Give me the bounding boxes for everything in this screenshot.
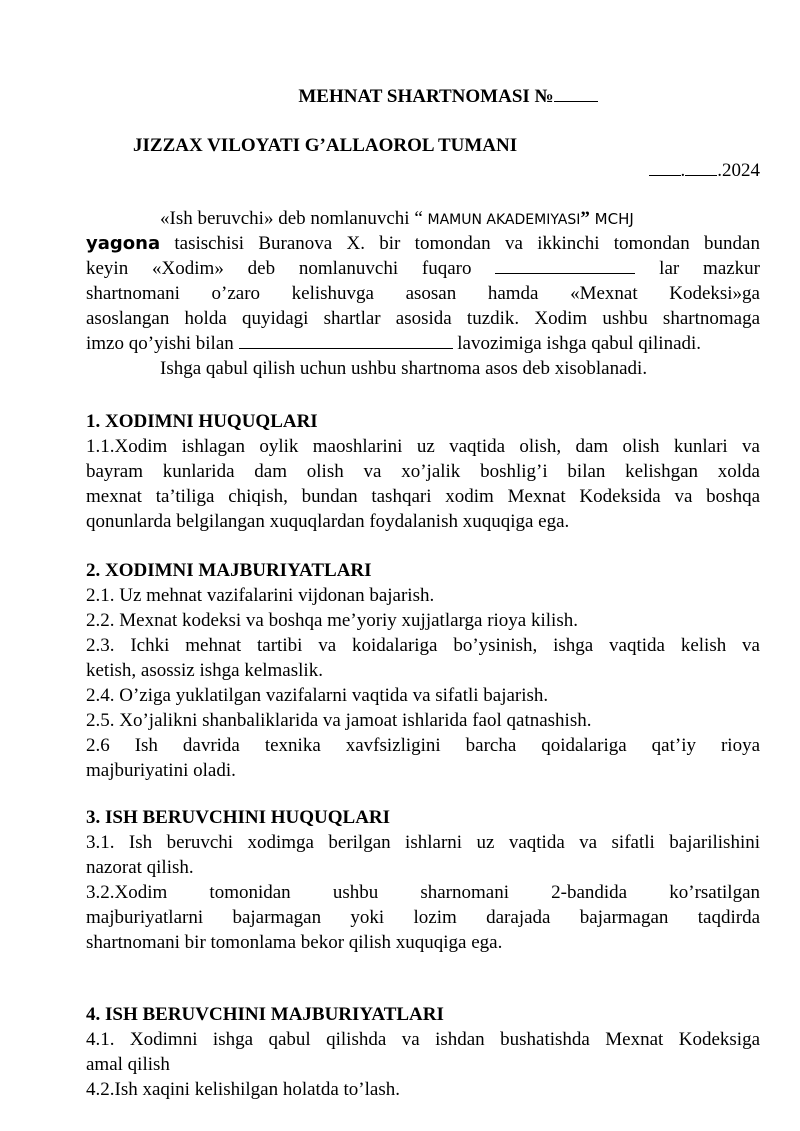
title-text: MEHNAT SHARTNOMASI № bbox=[298, 86, 554, 107]
month-blank bbox=[685, 158, 717, 176]
item-4-2: 4.2.Ish xaqini kelishilgan holatda to’lash. bbox=[86, 1079, 400, 1100]
section-3 bbox=[86, 805, 760, 955]
position-blank bbox=[239, 331, 453, 349]
intro-paragraph bbox=[86, 206, 760, 381]
section-3-heading: 3. ISH BERUVCHINI HUQUQLARI bbox=[86, 807, 391, 828]
intro-text-3b: lar mazkur bbox=[659, 258, 761, 279]
intro-line-2 bbox=[86, 231, 760, 256]
section-2-heading: 2. XODIMNI MAJBURIYATLARI bbox=[86, 560, 372, 581]
item-2-6-cont: majburiyatini oladi. bbox=[86, 760, 236, 781]
item-3-2-cont: shartnomani bir tomonlama bekor qilish xuquqiga ega. bbox=[86, 932, 503, 953]
company-type: MCHJ bbox=[594, 210, 634, 228]
section-2 bbox=[86, 558, 760, 783]
item-2-3: 2.3. Ichki mehnat tartibi va koidalariga bo’ysinish, ishga vaqtida kelish va bbox=[86, 635, 760, 656]
item-2-1: 2.1. Uz mehnat vazifalarini vijdonan bajarish. bbox=[86, 585, 435, 606]
company-name: MAMUN AKADEMIYASI bbox=[427, 212, 581, 228]
contract-date: . .2024 bbox=[649, 158, 761, 183]
document-title bbox=[0, 84, 800, 109]
intro-text-6b: lavozimiga ishga qabul qilinadi. bbox=[457, 333, 702, 354]
section-1-line: 1.1.Xodim ishlagan oylik maoshlarini uz vaqtida olish, dam olish kunlari va bbox=[86, 436, 760, 457]
item-4-1-cont: amal qilish bbox=[86, 1054, 170, 1075]
item-2-3-cont: ketish, asossiz ishga kelmaslik. bbox=[86, 660, 323, 681]
region-heading: JIZZAX VILOYATI G’ALLAOROL TUMANI bbox=[133, 135, 518, 156]
item-2-2: 2.2. Mexnat kodeksi va boshqa me’yoriy xujjatlarga rioya kilish. bbox=[86, 610, 578, 631]
year-text: .2024 bbox=[717, 160, 760, 181]
section-1-line: bayram kunlarida dam olish va xo’jalik boshlig’i bilan kelishgan xolda bbox=[86, 461, 760, 482]
section-1-line: mexnat ta’tiliga chiqish, bundan tashqari xodim Mexnat Kodeksida va boshqa bbox=[86, 486, 760, 507]
item-3-2: 3.2.Xodim tomonidan ushbu sharnomani 2-bandida ko’rsatilgan bbox=[86, 882, 760, 903]
intro-line-4: shartnomani o’zaro kelishuvga asosan hamda «Mexnat Kodeksi»ga bbox=[86, 283, 760, 304]
day-blank bbox=[649, 158, 681, 176]
intro-text-2: tasischisi Buranova X. bir tomondan va ikkinchi tomondan bundan bbox=[174, 233, 760, 254]
contract-number-blank bbox=[554, 84, 598, 102]
item-3-1-cont: nazorat qilish. bbox=[86, 857, 194, 878]
quote-close: ” bbox=[580, 208, 590, 229]
item-2-6: 2.6 Ish davrida texnika xavfsizligini barcha qoidalariga qat’iy rioya bbox=[86, 735, 760, 756]
section-4 bbox=[86, 1002, 760, 1102]
intro-line-5: asoslangan holda quyidagi shartlar asosida tuzdik. Xodim ushbu shartnomaga bbox=[86, 308, 760, 329]
employee-name-blank bbox=[495, 256, 635, 274]
item-4-1: 4.1. Xodimni ishga qabul qilishda va ishdan bushatishda Mexnat Kodeksiga bbox=[86, 1029, 760, 1050]
intro-line-7: Ishga qabul qilish uchun ushbu shartnoma asos deb xisoblanadi. bbox=[160, 358, 648, 379]
intro-line-3 bbox=[86, 256, 760, 281]
intro-text-1: «Ish beruvchi» deb nomlanuvchi “ bbox=[160, 208, 423, 229]
item-2-4: 2.4. O’ziga yuklatilgan vazifalarni vaqtida va sifatli bajarish. bbox=[86, 685, 549, 706]
section-1 bbox=[86, 409, 760, 534]
yagona-word: yagona bbox=[86, 233, 161, 254]
item-3-1: 3.1. Ish beruvchi xodimga berilgan ishlarni uz vaqtida va sifatli bajarilishini bbox=[86, 832, 760, 853]
section-1-heading: 1. XODIMNI HUQUQLARI bbox=[86, 411, 318, 432]
item-2-5: 2.5. Xo’jalikni shanbaliklarida va jamoat ishlarida faol qatnashish. bbox=[86, 710, 592, 731]
intro-line-6 bbox=[86, 331, 760, 356]
item-3-2-cont: majburiyatlarni bajarmagan yoki lozim darajada bajarmagan taqdirda bbox=[86, 907, 760, 928]
section-1-line: qonunlarda belgilangan xuquqlardan foydalanish xuquqiga ega. bbox=[86, 511, 570, 532]
intro-text-3a: keyin «Xodim» deb nomlanuvchi fuqaro bbox=[86, 258, 472, 279]
intro-line-1 bbox=[86, 206, 760, 231]
intro-text-6a: imzo qo’yishi bilan bbox=[86, 333, 234, 354]
section-4-heading: 4. ISH BERUVCHINI MAJBURIYATLARI bbox=[86, 1004, 444, 1025]
